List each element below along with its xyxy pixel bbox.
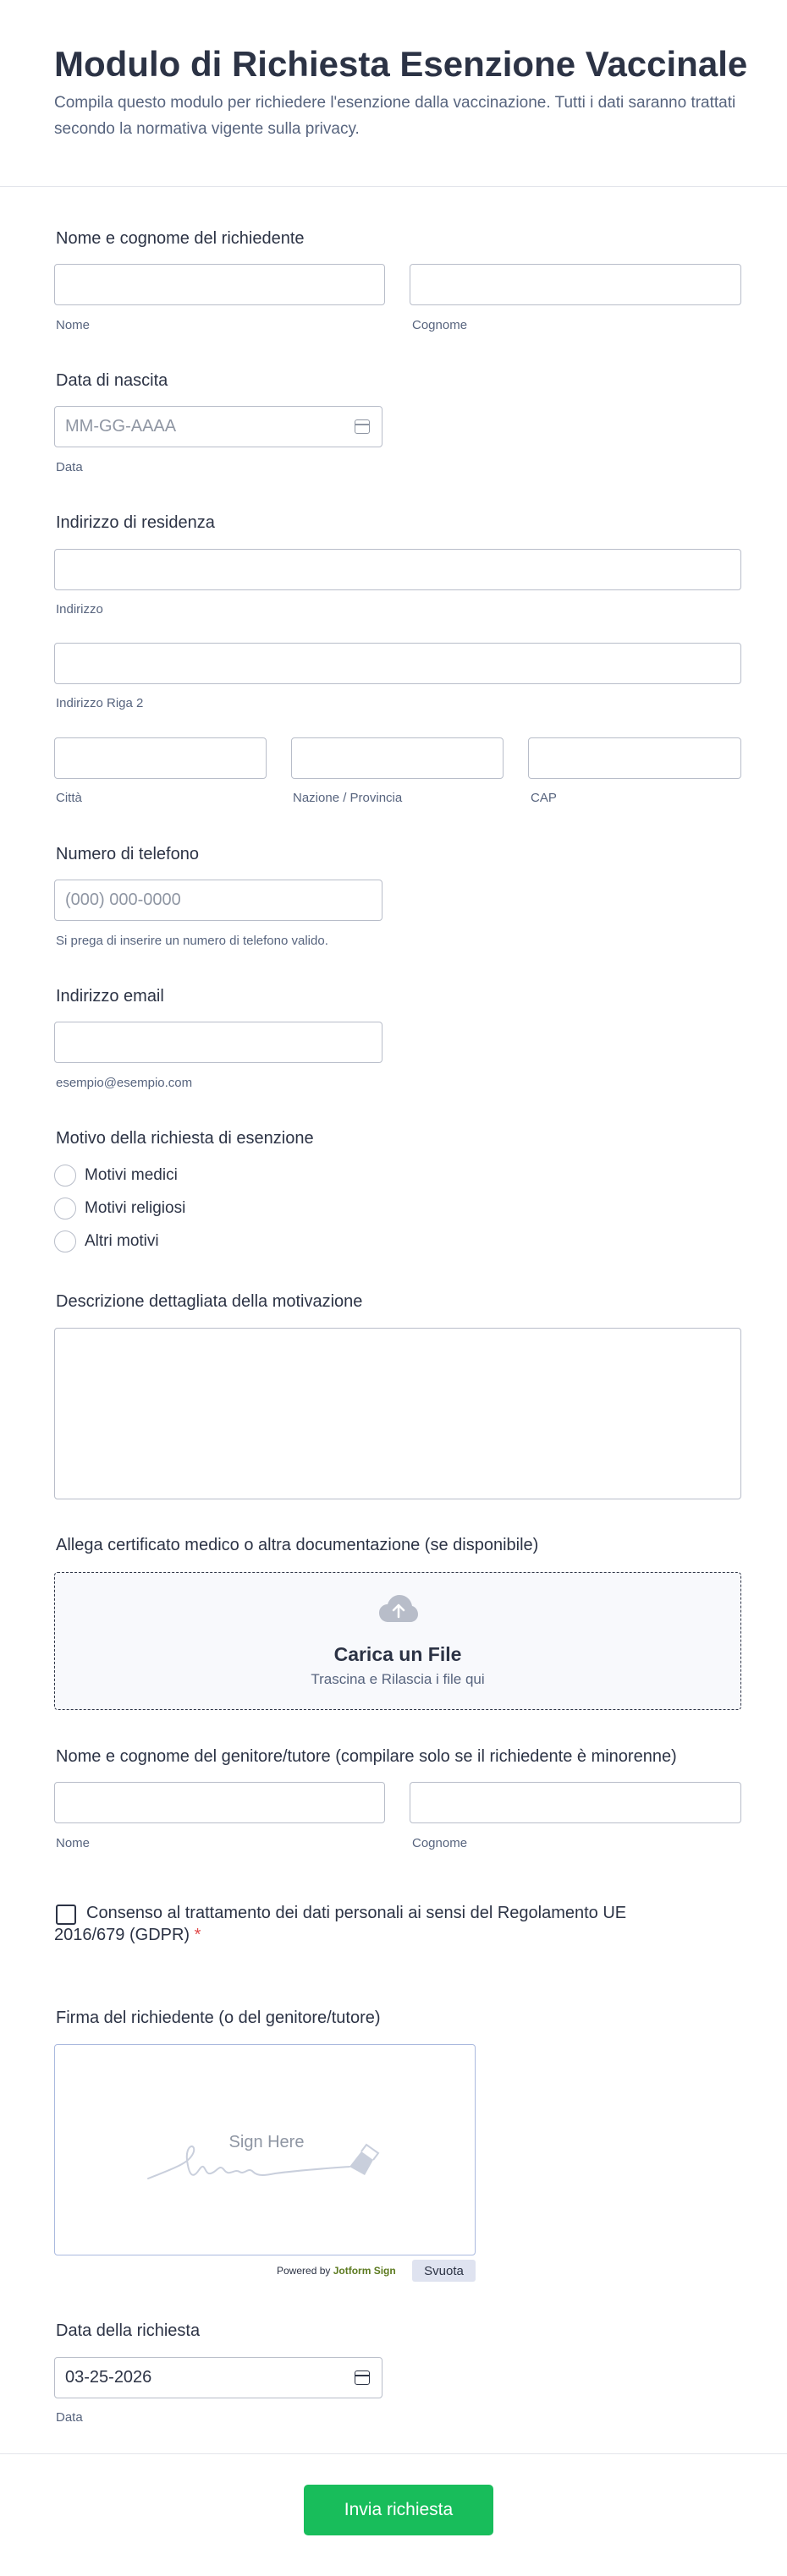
upload-subtitle: Trascina e Rilascia i file qui [311,1671,485,1687]
reason-option-medical[interactable] [54,1164,178,1187]
state-input[interactable] [291,737,504,779]
guardian-first-name-sublabel: Nome [56,1836,91,1850]
powered-prefix: Powered by [277,2265,331,2277]
guardian-last-name-input[interactable] [410,1782,741,1823]
city-sublabel: Città [56,791,82,805]
request-date-input[interactable] [54,2357,382,2398]
sign-here-text: Sign Here [228,2133,305,2151]
applicant-first-name-input[interactable] [54,264,385,305]
required-mark: * [194,1926,201,1944]
description-label: Descrizione dettagliata della motivazione [56,1292,363,1311]
signature-label: Firma del richiedente (o del genitore/tutore) [56,2009,381,2027]
calendar-icon[interactable] [355,2370,370,2385]
address-line1-sublabel: Indirizzo [56,602,103,617]
birth-date-sublabel: Data [56,460,83,474]
radio-label: Motivi religiosi [85,1199,186,1217]
radio-label: Altri motivi [85,1232,159,1250]
address-line2-input[interactable] [54,643,741,684]
calendar-icon[interactable] [355,419,370,434]
phone-input[interactable] [54,880,382,921]
form-title: Modulo di Richiesta Esenzione Vaccinale [54,44,748,84]
address-line1-input[interactable] [54,549,741,590]
signature-pad[interactable] [54,2044,476,2255]
phone-label: Numero di telefono [56,845,199,863]
applicant-last-name-sublabel: Cognome [412,318,468,332]
clear-signature-button[interactable]: Svuota [412,2260,476,2282]
consent-text: Consenso al trattamento dei dati personali ai sensi del Regolamento UE 2016/679 (GDPR) [54,1904,627,1944]
radio-button[interactable] [54,1230,76,1252]
request-date-label: Data della richiesta [56,2321,201,2340]
address-label: Indirizzo di residenza [56,513,215,532]
birth-date-input[interactable] [54,406,382,447]
applicant-first-name-sublabel: Nome [56,318,91,332]
city-input[interactable] [54,737,267,779]
jotform-sign-link[interactable]: Jotform Sign [333,2265,396,2277]
state-sublabel: Nazione / Provincia [293,791,403,805]
birth-date-label: Data di nascita [56,371,168,390]
file-upload-dropzone[interactable] [54,1572,741,1710]
reason-label: Motivo della richiesta di esenzione [56,1129,314,1148]
email-sublabel: esempio@esempio.com [56,1076,193,1090]
request-date-sublabel: Data [56,2410,83,2425]
form-header [0,0,787,187]
radio-label: Motivi medici [85,1166,178,1184]
reason-option-other[interactable] [54,1230,159,1253]
consent-label [54,1902,680,1946]
radio-button[interactable] [54,1198,76,1219]
powered-by [277,2265,396,2277]
reason-option-religious[interactable] [54,1197,185,1220]
email-input[interactable] [54,1022,382,1063]
form-description: Compila questo modulo per richiedere l'esenzione dalla vaccinazione. Tutti i dati saranno trattati secondo la normativa vigente sulla privacy. [54,94,736,138]
attachment-label: Allega certificato medico o altra documentazione (se disponibile) [56,1536,539,1554]
zip-input[interactable] [528,737,741,779]
address-line2-sublabel: Indirizzo Riga 2 [56,696,144,710]
radio-button[interactable] [54,1165,76,1187]
submit-button[interactable]: Invia richiesta [304,2485,493,2535]
zip-sublabel: CAP [531,791,557,805]
cloud-upload-icon [378,1593,419,1624]
guardian-first-name-input[interactable] [54,1782,385,1823]
applicant-last-name-input[interactable] [410,264,741,305]
guardian-name-label: Nome e cognome del genitore/tutore (compilare solo se il richiedente è minorenne) [56,1747,677,1766]
applicant-name-label: Nome e cognome del richiedente [56,229,305,248]
description-textarea[interactable] [54,1328,741,1499]
email-label: Indirizzo email [56,987,164,1006]
phone-sublabel: Si prega di inserire un numero di telefono valido. [56,934,328,948]
guardian-last-name-sublabel: Cognome [412,1836,468,1850]
upload-title: Carica un File [333,1643,462,1665]
footer-divider [0,2453,787,2454]
